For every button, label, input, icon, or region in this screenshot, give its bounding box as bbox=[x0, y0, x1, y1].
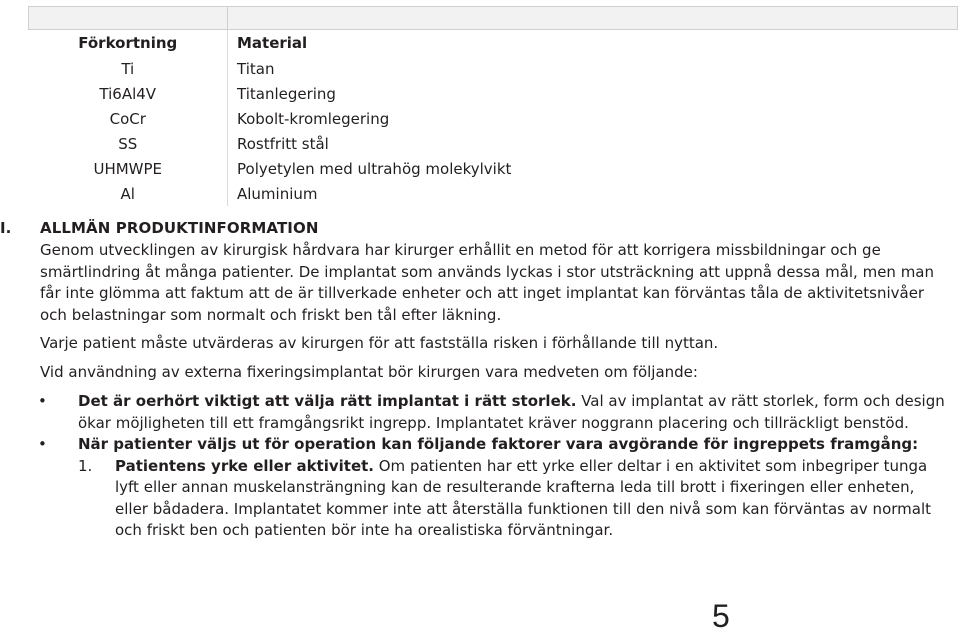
numbered-item bbox=[0, 456, 945, 542]
table-row bbox=[29, 56, 958, 81]
list-item bbox=[0, 434, 948, 456]
table-row bbox=[29, 81, 958, 106]
list-item bbox=[0, 391, 948, 434]
intro-paragraph: Genom utvecklingen av kirurgisk hårdvara har kirurger erhållit en metod för att korrigera missbildningar och ge smärtlindring åt många patienter. De implantat som används lyckas i stor utsträckning att uppnå dessa mål, men man får inte glömma att faktum att de är tillverkade enheter och att inget implantat kan förväntas tåla de aktivitetsnivåer och belastningar som normalt och friskt ben tål efter läkning. bbox=[40, 241, 935, 324]
item-lead: Patientens yrke eller aktivitet. bbox=[115, 456, 374, 475]
item-text: Om patienten har ett yrke eller deltar i en aktivitet som inbegriper tunga lyft eller annan muskelansträngning kan de resulterande krafterna leda till brott i fixeringen eller enheten, eller bådadera. Implantatet kommer inte att återställa funktionen till den nivå som kan förväntas av normalt och friskt ben och patienten bör inte ha orealistiska förväntningar. bbox=[115, 456, 931, 539]
section-number: I. bbox=[0, 219, 12, 237]
bullet-icon: • bbox=[38, 435, 47, 453]
section-heading bbox=[0, 218, 960, 240]
bullet-icon: • bbox=[38, 392, 47, 410]
column-header-material: Material bbox=[237, 34, 308, 52]
bullet-lead: Det är oerhört viktigt att välja rätt implantat i rätt storlek. bbox=[78, 392, 577, 410]
material-cell: Titanlegering bbox=[237, 84, 336, 103]
abbreviation-cell: Al bbox=[29, 181, 228, 206]
section-title: ALLMÄN PRODUKTINFORMATION bbox=[40, 219, 319, 237]
page-number: 5 bbox=[712, 598, 730, 634]
external-fixation-paragraph: Vid användning av externa fixeringsimplantat bör kirurgen vara medveten om följande: bbox=[40, 362, 698, 381]
abbreviation-cell: SS bbox=[29, 131, 228, 156]
column-header-abbreviation: Förkortning bbox=[29, 30, 228, 57]
table-top-band bbox=[29, 7, 958, 30]
abbreviation-cell: CoCr bbox=[29, 106, 228, 131]
bullet-text: Val av implantat av rätt storlek, form och design ökar möjligheten till ett framgångsrikt ingrepp. Implantatet kräver noggrann placering och tillräckligt benstöd. bbox=[78, 392, 945, 432]
abbreviation-cell: UHMWPE bbox=[29, 156, 228, 181]
evaluation-paragraph: Varje patient måste utvärderas av kirurgen för att fastställa risken i förhållande till nyttan. bbox=[40, 334, 719, 352]
item-number: 1. bbox=[78, 456, 93, 475]
material-cell: Rostfritt stål bbox=[237, 134, 329, 153]
table-header-row bbox=[29, 30, 958, 57]
considerations-list bbox=[0, 391, 960, 542]
abbreviation-table bbox=[28, 6, 958, 206]
table-row bbox=[29, 181, 958, 206]
abbreviation-cell: Ti6Al4V bbox=[29, 81, 228, 106]
material-cell: Polyetylen med ultrahög molekylvikt bbox=[237, 159, 512, 178]
material-cell: Titan bbox=[237, 59, 275, 78]
table-row bbox=[29, 131, 958, 156]
abbreviation-cell: Ti bbox=[29, 56, 228, 81]
general-product-information-section bbox=[0, 218, 960, 542]
table-row bbox=[29, 106, 958, 131]
table-row bbox=[29, 156, 958, 181]
material-cell: Aluminium bbox=[237, 184, 318, 203]
material-cell: Kobolt-kromlegering bbox=[237, 109, 390, 128]
bullet-lead: När patienter väljs ut för operation kan följande faktorer vara avgörande för ingreppets framgång: bbox=[78, 435, 919, 453]
